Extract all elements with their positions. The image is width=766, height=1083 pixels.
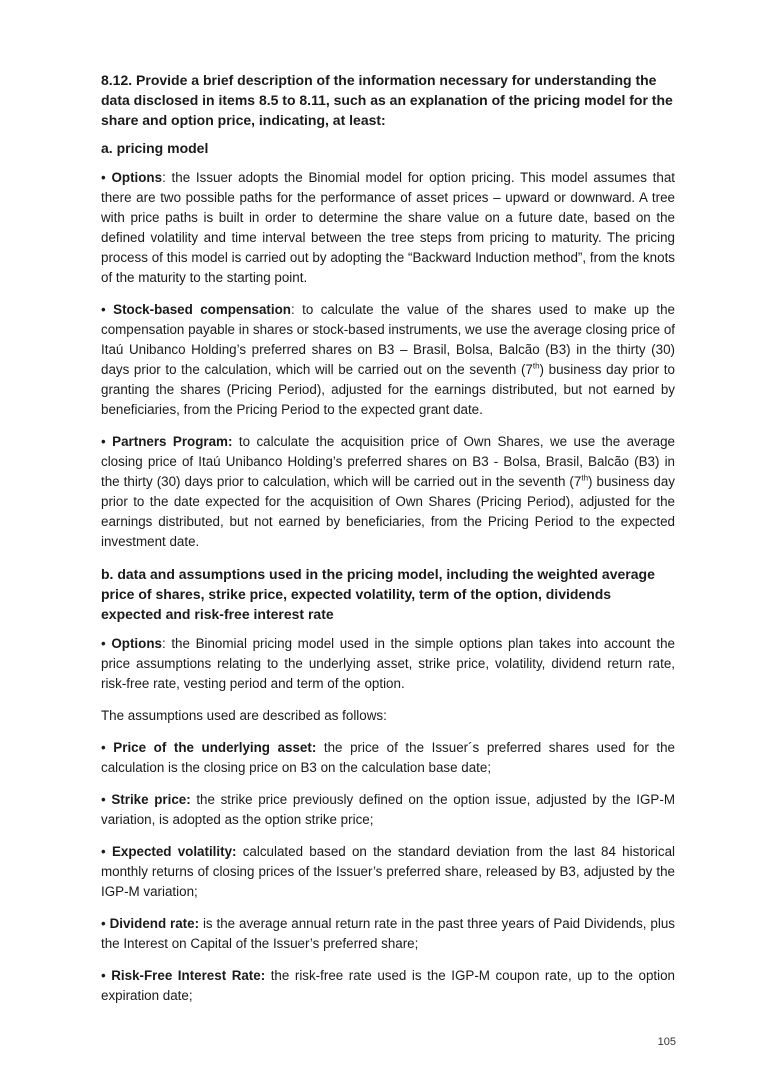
assumption-item [101,842,675,902]
paragraph-text: to calculate the acquisition price of Own Shares, we use the average closing price of Itaú Unibanco Holding’s preferred shares on B3 - Bolsa, Brasil, Balcão (B3) in the thirty (30) days prior to calculation, which will be carried out in the seventh (7 [101,434,675,489]
assumption-text: the risk-free rate used is the IGP-M coupon rate, up to the option expiration date; [101,968,675,1003]
assumption-text: the strike price previously defined on the option issue, adjusted by the IGP-M variation, is adopted as the option strike price; [101,792,675,827]
page-number: 105 [657,1036,676,1048]
paragraph-text: : to calculate the value of the shares used to make up the compensation payable in shares or stock-based instruments, we use the average closing price of Itaú Unibanco Holding’s preferred shares on B3 – Brasil, Bolsa, Balcão (B3) in the thirty (30) days prior to the calculation, which will be carried out on the seventh (7 [101,302,675,377]
term-options: Options [111,170,163,185]
paragraph-text: ) business day prior to the date expected for the acquisition of Own Shares (Pricing Period), adjusted for the earnings distributed, but not earned by beneficiaries, from the Pricing Period to the expected investment date. [101,474,675,549]
assumption-item [101,790,675,830]
assumption-term: Expected volatility: [111,844,237,859]
bullet: • [101,916,106,931]
assumption-term: Dividend rate: [109,916,200,931]
subsection-b-title: b. data and assumptions used in the pricing model, including the weighted average price of shares, strike price, expected volatility, term of the option, dividends expected and risk-free interest rate [101,566,655,622]
term-options: Options [111,636,162,651]
term-partners-program: Partners Program: [112,434,233,449]
superscript: th [532,361,540,371]
assumption-term: Strike price: [111,792,191,807]
bullet: • [101,844,106,859]
bullet: • [101,740,106,755]
paragraph-options-assumptions [101,634,675,694]
assumption-term: Price of the underlying asset: [113,740,317,755]
bullet: • [101,170,106,185]
assumption-text: the price of the Issuer´s preferred shares used for the calculation is the closing price on B3 on the calculation base date; [101,740,675,775]
paragraph-stock-compensation [101,300,675,420]
bullet: • [101,302,106,317]
superscript: th [581,473,589,483]
bullet: • [101,968,106,983]
paragraph-partners-program [101,432,675,552]
assumption-text: is the average annual return rate in the past three years of Paid Dividends, plus the Interest on Capital of the Issuer’s preferred share; [101,916,675,951]
paragraph-options-pricing [101,168,675,288]
bullet: • [101,636,106,651]
assumption-term: Risk-Free Interest Rate: [111,968,266,983]
section-heading: 8.12. Provide a brief description of the information necessary for understanding the data disclosed in items 8.5 to 8.11, such as an explanation of the pricing model for the share and option price, indicating, at least: [101,72,673,128]
assumption-item [101,738,675,778]
term-stock-compensation: Stock-based compensation [113,302,291,317]
assumption-text: calculated based on the standard deviation from the last 84 historical monthly returns of closing prices of the Issuer’s preferred share, released by B3, adjusted by the IGP-M variation; [101,844,675,899]
paragraph-text: ) business day prior to granting the shares (Pricing Period), adjusted for the earnings distributed, but not earned by beneficiaries, from the Pricing Period to the expected grant date. [101,362,675,417]
subsection-a-title: a. pricing model [101,140,209,156]
document-body [101,70,675,1018]
assumption-item [101,914,675,954]
paragraph-text: : the Binomial pricing model used in the simple options plan takes into account the price assumptions relating to the underlying asset, strike price, volatility, dividend return rate, risk-free rate, vesting period and term of the option. [101,636,675,691]
paragraph-assumptions-intro: The assumptions used are described as follows: [101,708,387,723]
assumption-item [101,966,675,1006]
paragraph-text: : the Issuer adopts the Binomial model for option pricing. This model assumes that there are two possible paths for the performance of asset prices – upward or downward. A tree with price paths is built in order to determine the share value on a future date, based on the defined volatility and time interval between the tree steps from pricing to maturity. The pricing process of this model is carried out by adopting the “Backward Induction method”, from the knots of the maturity to the starting point. [101,170,675,285]
bullet: • [101,434,106,449]
bullet: • [101,792,106,807]
